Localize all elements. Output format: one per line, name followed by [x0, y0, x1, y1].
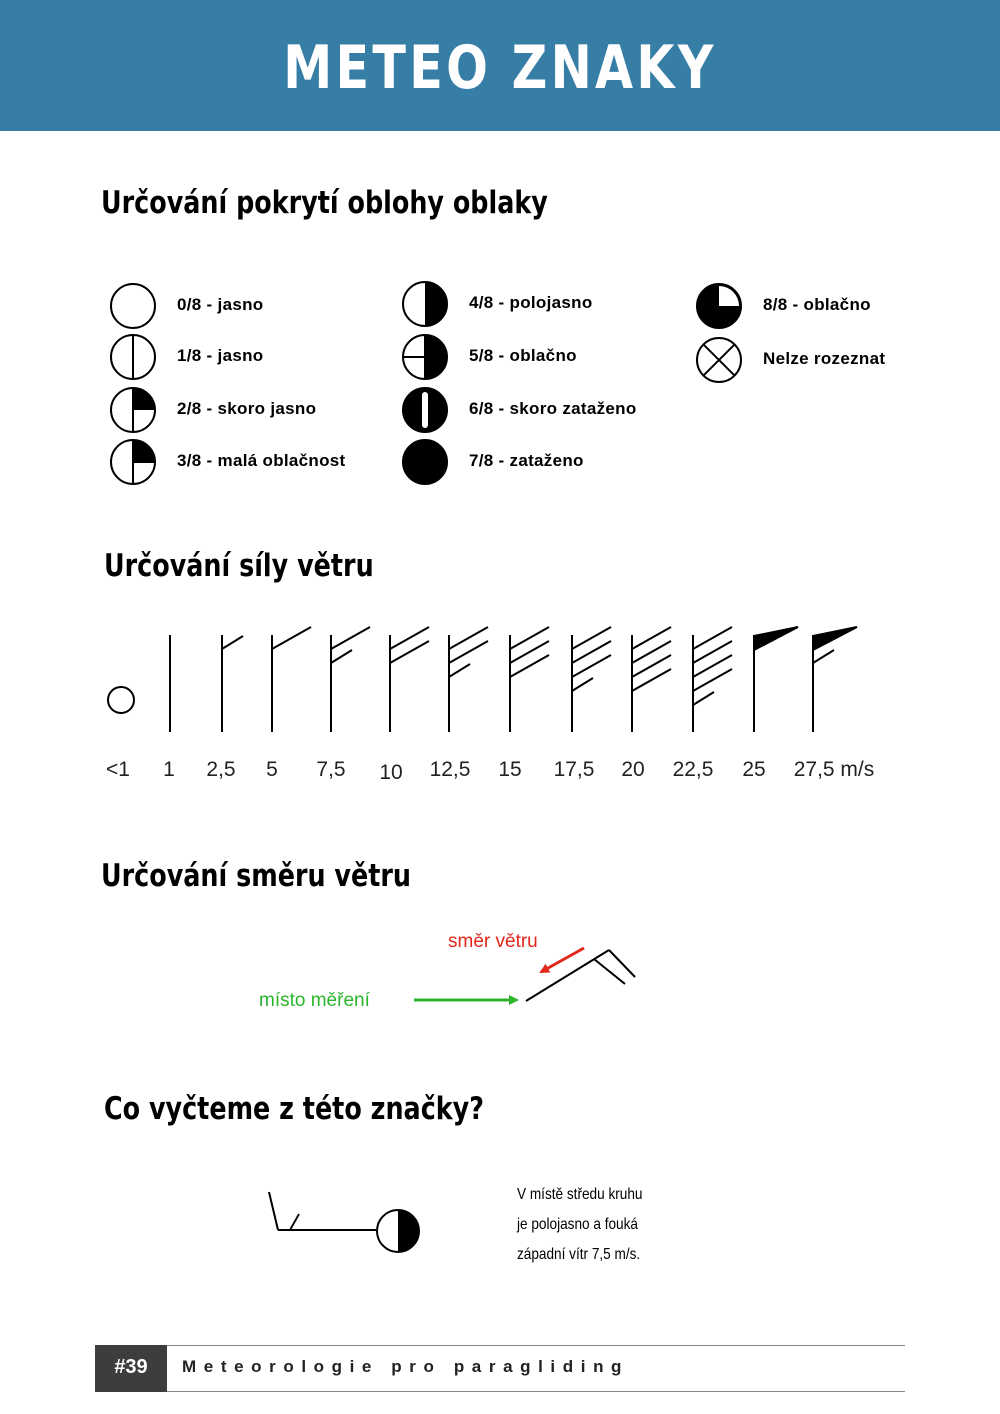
wind-barb-17-5-icon [572, 627, 611, 732]
circle-4-8-icon [401, 280, 449, 328]
wind-barb-example-icon [526, 950, 635, 1001]
cloud-legend-label: 2/8 - skoro jasno [177, 399, 317, 418]
calm-icon [108, 687, 134, 713]
wind-barb-27-5-icon [813, 627, 857, 732]
wind-barb-2-5-icon [222, 635, 243, 732]
wind-barb-25-icon [754, 627, 798, 732]
wind-barb-20-icon [632, 627, 671, 732]
wind-direction-label: směr větru [448, 931, 538, 952]
circle-2-8-icon [109, 386, 157, 434]
wind-barb-15-icon [510, 627, 549, 732]
wind-barb-10-icon [390, 627, 429, 732]
wind-barb-22-5-icon [693, 627, 732, 732]
section-title-question: Co vyčteme z této značky? [104, 1091, 484, 1127]
wind-barb-scale [0, 600, 1000, 750]
footer-divider-bottom [95, 1391, 905, 1392]
cloud-legend-label: 4/8 - polojasno [469, 293, 593, 312]
wind-barb-12-5-icon [449, 627, 488, 732]
answer-line: západní vítr 7,5 m/s. [517, 1246, 641, 1263]
wind-barb-7-5-icon [331, 627, 370, 732]
circle-1-8-icon [109, 333, 157, 381]
page-number: #39 [95, 1345, 167, 1392]
wind-speed-label: 10 [379, 761, 403, 784]
footer-title: Meteorologie pro paragliding [182, 1357, 630, 1376]
wind-speed-label: 22,5 [672, 758, 714, 781]
wind-speed-label: 7,5 [316, 758, 346, 781]
wind-direction-diagram [400, 935, 650, 1015]
circle-cross-icon [695, 336, 743, 384]
cloud-legend-label: 8/8 - oblačno [763, 295, 871, 314]
wind-speed-label: <1 [106, 758, 130, 781]
wind-speed-label: 15 [498, 758, 522, 781]
wind-barb-west-icon [269, 1192, 376, 1230]
cloud-legend-label: 1/8 - jasno [177, 346, 264, 365]
wind-barb-5-icon [272, 627, 311, 732]
footer-divider-top [95, 1345, 905, 1346]
page-title: METEO ZNAKY [283, 33, 717, 103]
cloud-legend-label: 5/8 - oblačno [469, 346, 577, 365]
wind-speed-label: 27,5 m/s [793, 758, 875, 781]
answer-line: je polojasno a fouká [517, 1216, 638, 1233]
wind-speed-label: 2,5 [206, 758, 236, 781]
wind-speed-label: 25 [742, 758, 766, 781]
circle-0-8-icon [109, 282, 157, 330]
cloud-legend-label: 0/8 - jasno [177, 295, 264, 314]
answer-text [517, 1180, 738, 1270]
circle-8-8-icon [695, 282, 743, 330]
wind-speed-label: 17,5 [553, 758, 595, 781]
cloud-legend-label: Nelze rozeznat [763, 349, 886, 368]
wind-speed-label: 12,5 [429, 758, 471, 781]
section-title-cloud-cover: Určování pokrytí oblohy oblaky [101, 185, 548, 221]
answer-line: V místě středu kruhu [517, 1186, 643, 1203]
wind-speed-label: 20 [621, 758, 645, 781]
cloud-legend-label: 7/8 - zataženo [469, 451, 584, 470]
section-title-wind-speed: Určování síly větru [104, 548, 374, 584]
circle-4-8-icon [377, 1210, 419, 1252]
cloud-legend-label: 3/8 - malá oblačnost [177, 451, 346, 470]
measurement-point-label: místo měření [259, 990, 370, 1011]
cloud-legend-label: 6/8 - skoro zataženo [469, 399, 637, 418]
wind-speed-label: 5 [266, 758, 278, 781]
section-title-wind-direction: Určování směru větru [101, 858, 412, 894]
circle-6-8-icon [401, 386, 449, 434]
circle-5-8-icon [401, 333, 449, 381]
circle-3-8-icon [109, 438, 157, 486]
wind-speed-label: 1 [163, 758, 175, 781]
station-model-example [260, 1185, 430, 1255]
circle-7-8-icon [401, 438, 449, 486]
header-banner [0, 0, 1000, 131]
